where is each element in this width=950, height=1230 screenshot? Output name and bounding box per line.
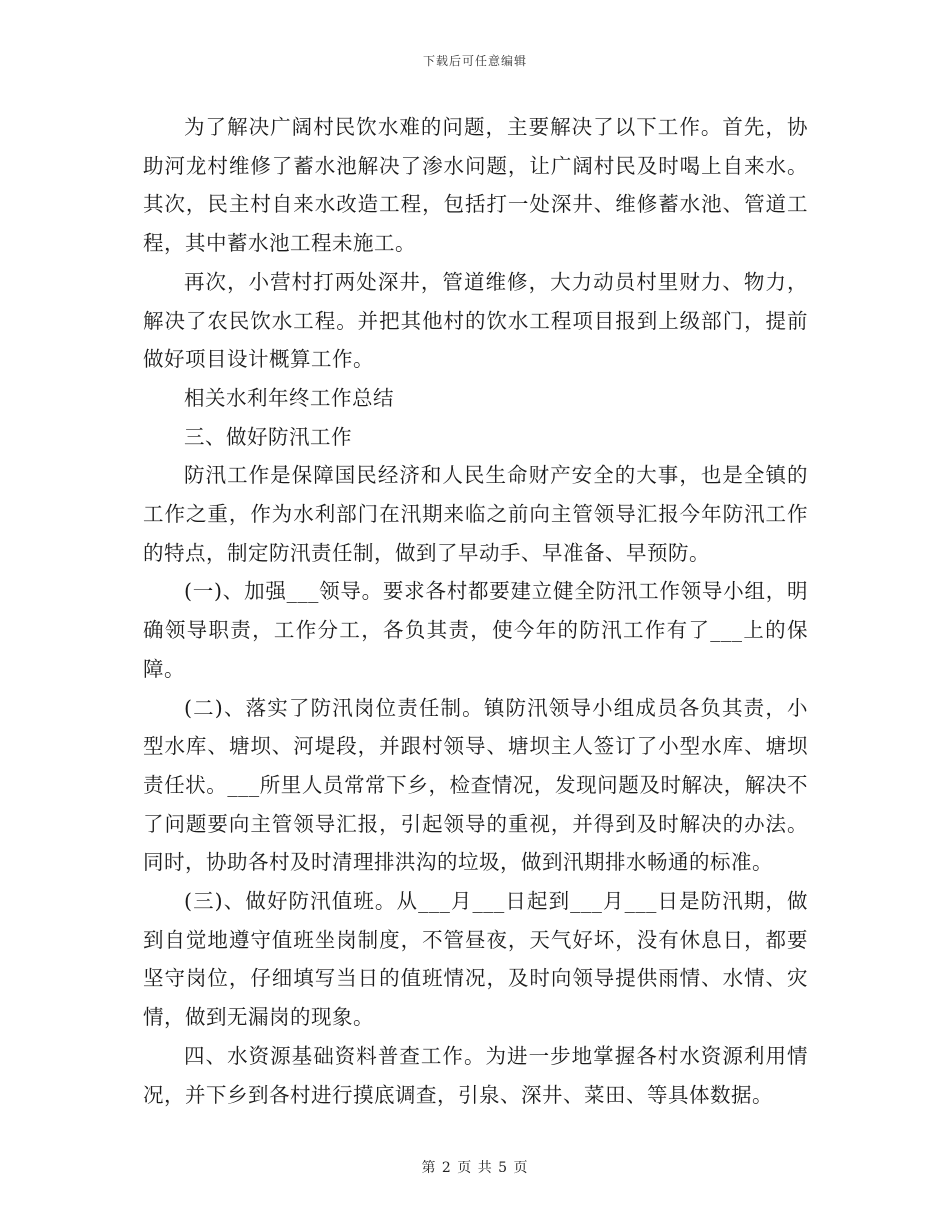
section-title: 相关水利年终工作总结 (184, 385, 394, 410)
page-footer: 第 2 页 共 5 页 (421, 1160, 529, 1176)
page-header: 下载后可任意编辑 (422, 54, 527, 68)
document-body (143, 108, 808, 1114)
paragraph: 四、水资源基础资料普查工作。为进一步地掌握各村水资源利用情况，并下乡到各村进行摸底调查，引泉、深井、菜田、等具体数据。 (143, 1043, 808, 1107)
paragraph: (二)、落实了防汛岗位责任制。镇防汛领导小组成员各负其责，小型水库、塘坝、河堤段，并跟村领导、塘坝主人签订了小型水库、塘坝责任状。___所里人员常常下乡，检查情况，发现问题及时解决，解决不了问题要向主管领导汇报，引起领导的重视，并得到及时解决的办法。同时，协助各村及时清理排洪沟的垃圾，做到汛期排水畅通的标准。 (143, 695, 808, 875)
paragraph: (一)、加强___领导。要求各村都要建立健全防汛工作领导小组，明确领导职责，工作分工，各负其责，使今年的防汛工作有了___上的保障。 (143, 579, 808, 681)
paragraph: 为了解决广阔村民饮水难的问题，主要解决了以下工作。首先，协助河龙村维修了蓄水池解决了渗水问题，让广阔村民及时喝上自来水。其次，民主村自来水改造工程，包括打一处深井、维修蓄水池、管道工程，其中蓄水池工程未施工。 (143, 115, 808, 256)
section-heading: 三、做好防汛工作 (184, 424, 352, 449)
paragraph: 防汛工作是保障国民经济和人民生命财产安全的大事，也是全镇的工作之重，作为水利部门在汛期来临之前向主管领导汇报今年防汛工作的特点，制定防汛责任制，做到了早动手、早准备、早预防。 (143, 463, 808, 565)
paragraph: 再次，小营村打两处深井，管道维修，大力动员村里财力、物力，解决了农民饮水工程。并把其他村的饮水工程项目报到上级部门，提前做好项目设计概算工作。 (143, 269, 808, 372)
paragraph: (三)、做好防汛值班。从___月___日起到___月___日是防汛期，做到自觉地遵守值班坐岗制度，不管昼夜，天气好坏，没有休息日，都要坚守岗位，仔细填写当日的值班情况，及时向领导提供雨情、水情、灾情，做到无漏岗的现象。 (143, 889, 808, 1030)
